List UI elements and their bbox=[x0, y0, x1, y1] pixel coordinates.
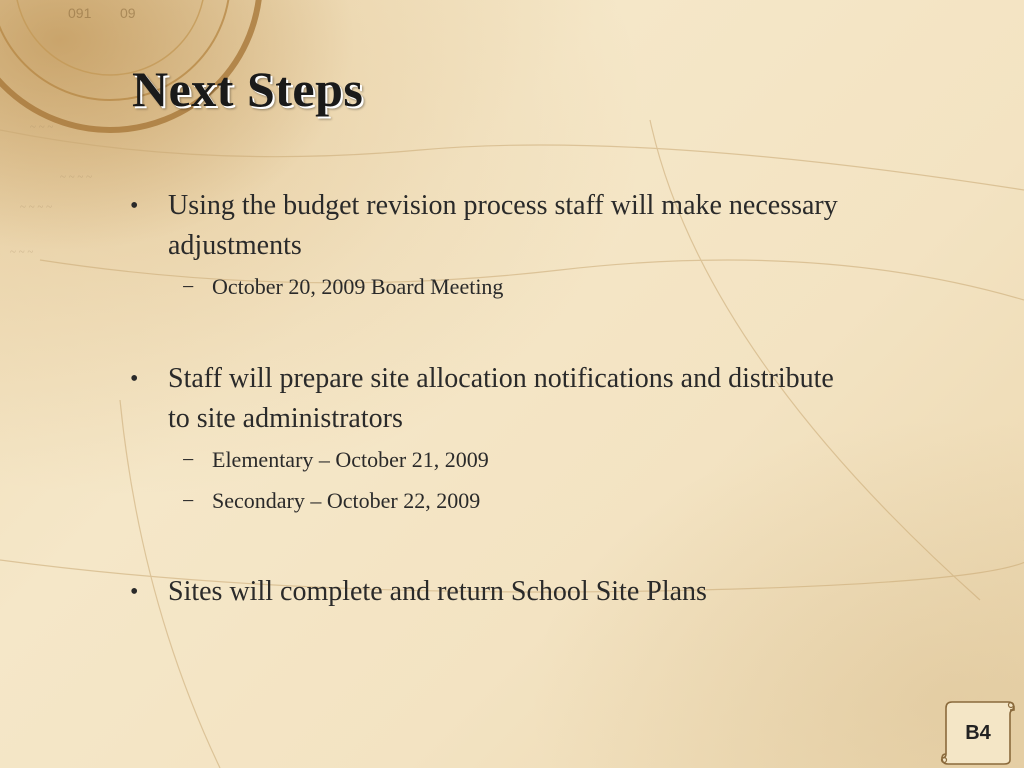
bullet-dot-icon: • bbox=[130, 366, 139, 392]
sub-bullet-item bbox=[130, 480, 850, 521]
svg-text:~ ~ ~: ~ ~ ~ bbox=[10, 246, 34, 258]
svg-text:~ ~ ~: ~ ~ ~ bbox=[30, 121, 54, 133]
bullet-list bbox=[130, 186, 850, 612]
bullet-dot-icon: • bbox=[130, 579, 139, 605]
svg-text:~ ~ ~ ~: ~ ~ ~ ~ bbox=[60, 171, 93, 183]
bullet-item bbox=[130, 186, 850, 266]
slide-code-label: B4 bbox=[965, 722, 991, 744]
sub-bullet-text: October 20, 2009 Board Meeting bbox=[212, 274, 504, 299]
bullet-text: Using the budget revision process staff will make necessary adjustments bbox=[168, 190, 838, 261]
dash-icon: − bbox=[182, 274, 195, 299]
bullet-item bbox=[130, 572, 850, 612]
dash-icon: − bbox=[182, 447, 195, 472]
bullet-dot-icon: • bbox=[130, 193, 139, 219]
sub-bullet-text: Elementary – October 21, 2009 bbox=[212, 447, 489, 472]
bullet-text: Staff will prepare site allocation notifications and distribute to site administrators bbox=[168, 363, 834, 434]
svg-text:09: 09 bbox=[120, 5, 136, 21]
sub-bullet-text: Secondary – October 22, 2009 bbox=[212, 488, 481, 513]
dash-icon: − bbox=[182, 488, 195, 513]
sub-bullet-item bbox=[130, 266, 850, 307]
bullet-item bbox=[130, 359, 850, 439]
sub-bullet-item bbox=[130, 439, 850, 480]
bullet-text: Sites will complete and return School Site Plans bbox=[168, 576, 707, 607]
svg-text:~ ~ ~ ~: ~ ~ ~ ~ bbox=[20, 201, 53, 213]
svg-text:091: 091 bbox=[68, 5, 92, 21]
slide-title: Next Steps bbox=[132, 61, 364, 117]
